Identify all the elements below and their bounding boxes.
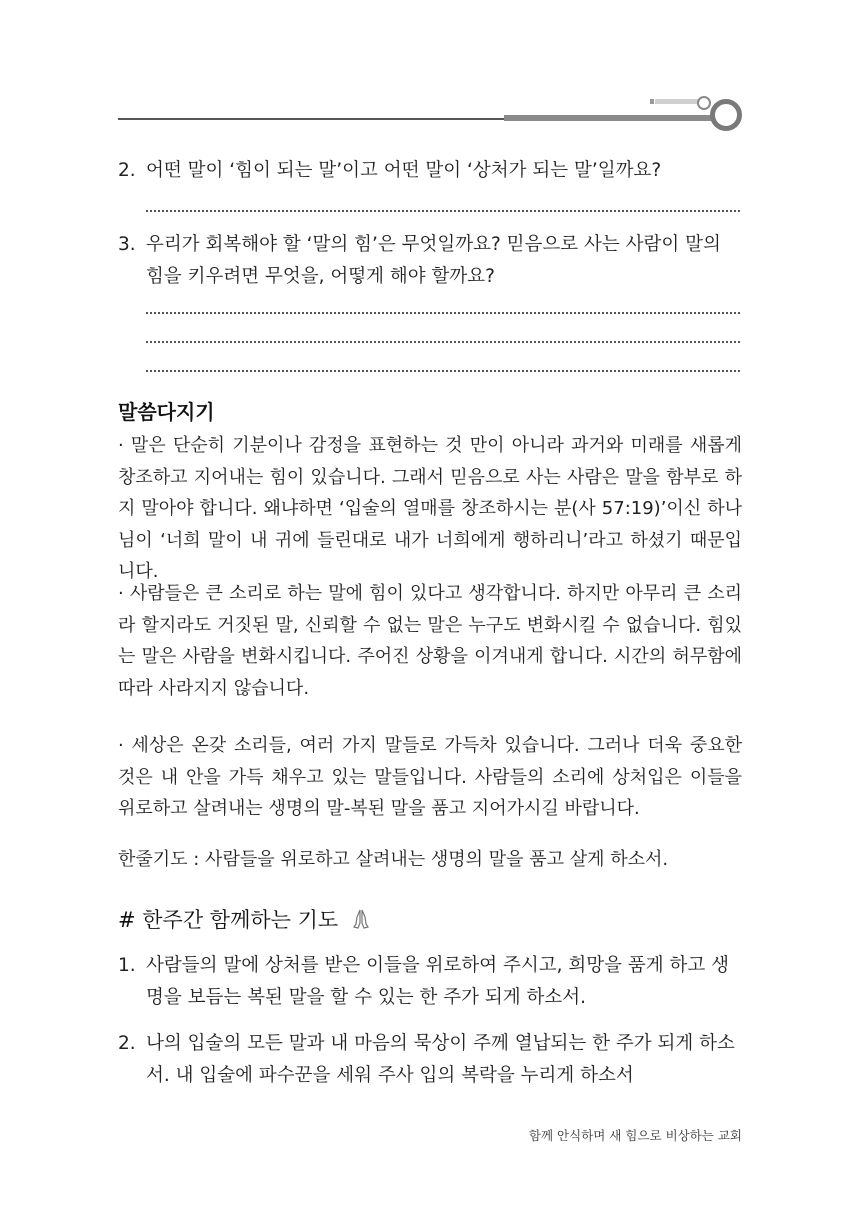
header-ring-icon: [710, 99, 742, 131]
praying-hands-icon: [351, 908, 371, 930]
header-line-thick: [504, 115, 714, 121]
question-text: 어떤 말이 ‘힘이 되는 말’이고 어떤 말이 ‘상처가 되는 말’일까요?: [146, 160, 662, 181]
header-bar: [655, 99, 699, 104]
question-number: 2.: [118, 160, 136, 181]
question-2: [118, 155, 742, 187]
question-text: 우리가 회복해야 할 ‘말의 힘’은 무엇일까요? 믿음으로 사는 사람이 말의 힘을 키우려면 무엇을, 어떻게 해야 할까요?: [146, 234, 721, 287]
one-line-prayer: 한줄기도 : 사람들을 위로하고 살려내는 생명의 말을 품고 살게 하소서.: [118, 849, 669, 870]
answer-line[interactable]: [146, 341, 740, 343]
answer-line[interactable]: [146, 312, 740, 314]
prayer-item-1: [118, 950, 742, 1014]
section-title: 말씀다지기: [118, 400, 215, 424]
paragraph-1: · 말은 단순히 기분이나 감정을 표현하는 것 만이 아니라 과거와 미래를 새롭게 창조하고 지어내는 힘이 있습니다. 그래서 믿음으로 사는 사람은 말을 함부로 하지 말아야 합니다. 왜냐하면 ‘입술의 열매를 창조하시는 분(사 57:19)’이신 하나님이 ‘너희 말이 내 귀에 들린대로 내가 너희에게 행하리니’라고 하셨기 때문입니다.: [118, 435, 742, 582]
header-line-thin: [118, 118, 504, 120]
paragraph-3: · 세상은 온갖 소리들, 여러 가지 말들로 가득차 있습니다. 그러나 더욱 중요한 것은 내 안을 가득 채우고 있는 말들입니다. 사람들의 소리에 상처입은 이들을 위로하고 살려내는 생명의 말-복된 말을 품고 지어가시길 바랍니다.: [118, 735, 742, 819]
footer-slogan: 함께 안식하며 새 힘으로 비상하는 교회: [528, 1128, 742, 1143]
question-number: 3.: [118, 234, 136, 255]
prayer-number: 1.: [118, 955, 136, 976]
paragraph-2: · 사람들은 큰 소리로 하는 말에 힘이 있다고 생각합니다. 하지만 아무리 큰 소리라 할지라도 거짓된 말, 신뢰할 수 없는 말은 누구도 변화시킬 수 없습니다. 힘있는 말은 사람을 변화시킵니다. 주어진 상황을 이겨내게 합니다. 시간의 허무함에 따라 사라지지 않습니다.: [118, 583, 742, 699]
header-small-ring-icon: [697, 96, 711, 110]
answer-line[interactable]: [146, 210, 740, 212]
weekly-prayer-title: [118, 904, 371, 934]
prayer-text: 사람들의 말에 상처를 받은 이들을 위로하여 주시고, 희망을 품게 하고 생명을 보듬는 복된 말을 할 수 있는 한 주가 되게 하소서.: [146, 955, 729, 1008]
header-dot: [650, 99, 654, 104]
prayer-text: 나의 입술의 모든 말과 내 마음의 묵상이 주께 열납되는 한 주가 되게 하소서. 내 입술에 파수꾼을 세워 주사 입의 복락을 누리게 하소서: [146, 1033, 735, 1086]
prayer-number: 2.: [118, 1033, 136, 1054]
question-3: [118, 229, 742, 293]
prayer-item-2: [118, 1028, 742, 1092]
answer-line[interactable]: [146, 370, 740, 372]
weekly-prayer-title-text: # 한주간 함께하는 기도: [118, 908, 339, 932]
